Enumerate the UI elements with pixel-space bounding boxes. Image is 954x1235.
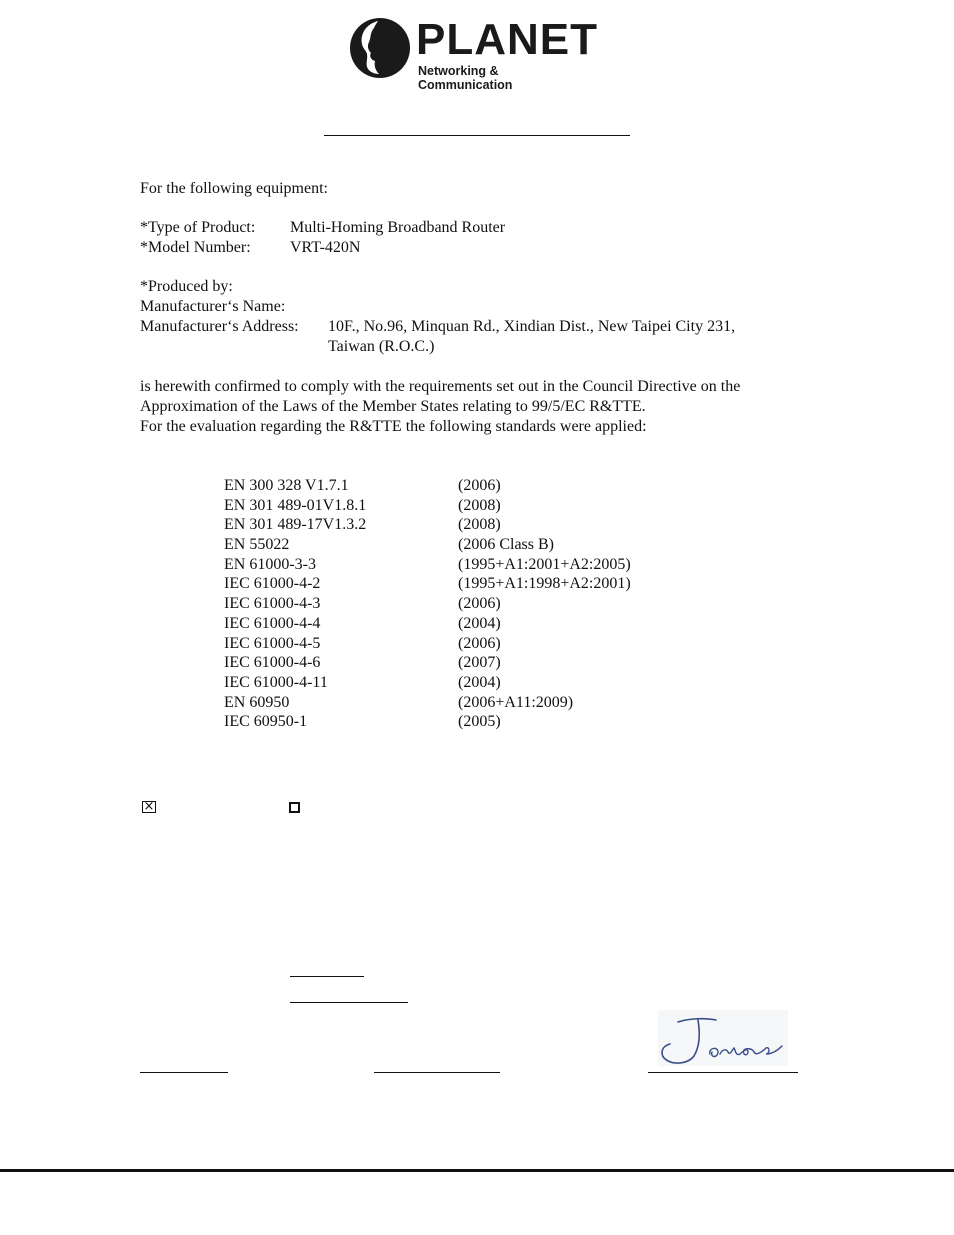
standard-year: (2006+A11:2009) (458, 694, 574, 711)
unchecked-checkbox[interactable] (289, 802, 300, 813)
standard-year: (1995+A1:2001+A2:2005) (458, 556, 631, 573)
standard-year: (1995+A1:1998+A2:2001) (458, 575, 631, 592)
blank-line-middle (374, 1072, 500, 1073)
standard-name: EN 60950 (224, 694, 290, 711)
standard-year: (2008) (458, 516, 501, 533)
standard-year: (2006 Class B) (458, 536, 554, 553)
checkbox-x-mark: × (143, 799, 155, 814)
manufacturer-name-label: Manufacturer‘s Name: (140, 298, 286, 315)
standard-year: (2006) (458, 635, 501, 652)
standard-name: EN 61000-3-3 (224, 556, 316, 573)
standard-year: (2007) (458, 654, 501, 671)
standard-name: IEC 61000-4-2 (224, 575, 321, 592)
signature-area (648, 1010, 800, 1074)
standard-name: EN 55022 (224, 536, 290, 553)
standard-name: EN 301 489-17V1.3.2 (224, 516, 367, 533)
manufacturer-address-line2: Taiwan (R.O.C.) (328, 338, 435, 355)
compliance-line-1: is herewith confirmed to comply with the requirements set out in the Council Directive on the (140, 378, 741, 395)
title-underline (324, 135, 630, 136)
standard-name: EN 301 489-01V1.8.1 (224, 497, 367, 514)
model-number-label: *Model Number: (140, 239, 251, 256)
manufacturer-address-label: Manufacturer‘s Address: (140, 318, 299, 335)
logo-tagline: Networking & Communication (418, 64, 513, 92)
product-type-label: *Type of Product: (140, 219, 256, 236)
standard-name: IEC 61000-4-6 (224, 654, 321, 671)
planet-logo-icon (348, 16, 412, 80)
logo-wordmark: PLANET (416, 15, 598, 64)
standard-year: (2005) (458, 713, 501, 730)
standard-name: EN 300 328 V1.7.1 (224, 477, 349, 494)
standard-year: (2004) (458, 674, 501, 691)
model-number-value: VRT-420N (290, 239, 361, 256)
handwritten-signature-icon (648, 1010, 800, 1070)
standard-name: IEC 61000-4-3 (224, 595, 321, 612)
produced-by-label: *Produced by: (140, 278, 233, 295)
standard-name: IEC 60950-1 (224, 713, 308, 730)
standard-name: IEC 61000-4-4 (224, 615, 321, 632)
manufacturer-address-line1: 10F., No.96, Minquan Rd., Xindian Dist., New Taipei City 231, (328, 318, 736, 335)
signature-line (648, 1072, 798, 1073)
checked-checkbox[interactable] (142, 801, 156, 813)
blank-line-place (290, 976, 364, 977)
standard-year: (2006) (458, 595, 501, 612)
standard-year: (2006) (458, 477, 501, 494)
company-logo (348, 14, 598, 92)
footer-rule (0, 1169, 954, 1172)
product-type-value: Multi-Homing Broadband Router (290, 219, 506, 236)
blank-line-date (290, 1002, 408, 1003)
compliance-line-3: For the evaluation regarding the R&TTE the following standards were applied: (140, 418, 647, 435)
standard-year: (2008) (458, 497, 501, 514)
blank-line-left (140, 1072, 228, 1073)
standard-name: IEC 61000-4-11 (224, 674, 328, 691)
standard-year: (2004) (458, 615, 501, 632)
standard-name: IEC 61000-4-5 (224, 635, 321, 652)
compliance-line-2: Approximation of the Laws of the Member States relating to 99/5/EC R&TTE. (140, 398, 646, 415)
intro-text: For the following equipment: (140, 180, 328, 197)
